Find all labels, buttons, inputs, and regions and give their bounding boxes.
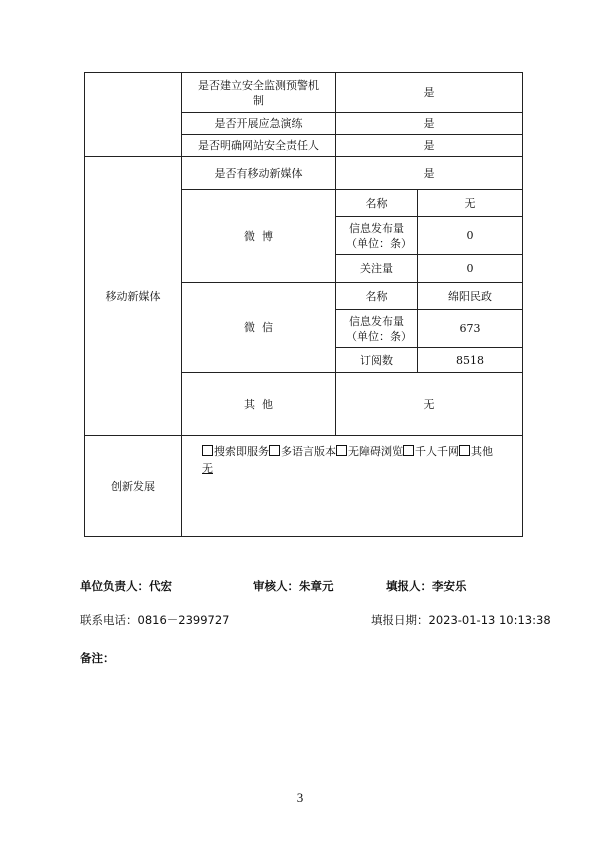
innovation-option: 搜索即服务 bbox=[214, 445, 269, 458]
filler: 填报人：李安乐 bbox=[386, 579, 467, 593]
checkbox-icon[interactable] bbox=[202, 445, 213, 456]
wechat-label: 微 信 bbox=[182, 283, 336, 373]
innovation-option: 多语言版本 bbox=[281, 445, 336, 458]
section-label-empty bbox=[85, 73, 182, 157]
wechat-name-value: 绵阳民政 bbox=[418, 283, 523, 310]
fill-date bbox=[371, 612, 551, 628]
wechat-posts-label: 信息发布量（单位：条） bbox=[336, 310, 418, 348]
mobile-media-label: 是否有移动新媒体 bbox=[182, 157, 336, 190]
checkbox-icon[interactable] bbox=[459, 445, 470, 456]
weibo-followers-value: 0 bbox=[418, 255, 523, 283]
mobile-media-section-label: 移动新媒体 bbox=[85, 157, 182, 436]
mobile-media-value: 是 bbox=[336, 157, 523, 190]
weibo-name-label: 名称 bbox=[336, 190, 418, 217]
responsible-value: 是 bbox=[336, 135, 523, 157]
innovation-option: 无障碍浏览 bbox=[348, 445, 403, 458]
innovation-option: 其他 bbox=[471, 445, 493, 458]
innovation-option: 千人千网 bbox=[415, 445, 459, 458]
unit-head: 单位负责人：代宏 bbox=[80, 579, 172, 593]
weibo-posts-value: 0 bbox=[418, 217, 523, 255]
weibo-name-value: 无 bbox=[418, 190, 523, 217]
weibo-label: 微 博 bbox=[182, 190, 336, 283]
checkbox-icon[interactable] bbox=[269, 445, 280, 456]
wechat-name-label: 名称 bbox=[336, 283, 418, 310]
table-row bbox=[85, 436, 523, 537]
page-number: 3 bbox=[296, 790, 304, 805]
wechat-posts-value: 673 bbox=[418, 310, 523, 348]
innovation-options bbox=[182, 436, 523, 537]
report-table bbox=[84, 72, 523, 537]
wechat-subscribers-value: 8518 bbox=[418, 348, 523, 373]
checkbox-icon[interactable] bbox=[336, 445, 347, 456]
fill-date-text: 填报日期：2023-01-13 10:13:38 bbox=[371, 613, 551, 627]
weibo-posts-label: 信息发布量（单位：条） bbox=[336, 217, 418, 255]
innovation-other-value: 无 bbox=[202, 462, 213, 475]
table-row bbox=[85, 73, 523, 113]
weibo-followers-label: 关注量 bbox=[336, 255, 418, 283]
monitor-warning-value: 是 bbox=[336, 73, 523, 113]
other-label: 其 他 bbox=[182, 373, 336, 436]
remarks: 备注： bbox=[80, 651, 115, 665]
contact-phone-text: 联系电话：0816－2399727 bbox=[80, 613, 230, 627]
innovation-label: 创新发展 bbox=[85, 436, 182, 537]
drill-value: 是 bbox=[336, 113, 523, 135]
checkbox-icon[interactable] bbox=[403, 445, 414, 456]
wechat-subscribers-label: 订阅数 bbox=[336, 348, 418, 373]
responsible-label: 是否明确网站安全责任人 bbox=[182, 135, 336, 157]
drill-label: 是否开展应急演练 bbox=[182, 113, 336, 135]
reviewer: 审核人：朱章元 bbox=[253, 579, 334, 593]
contact-phone bbox=[80, 612, 229, 628]
table-row bbox=[85, 157, 523, 190]
other-value: 无 bbox=[336, 373, 523, 436]
innovation-option-list bbox=[202, 444, 510, 459]
monitor-warning-label: 是否建立安全监测预警机制 bbox=[182, 73, 336, 113]
